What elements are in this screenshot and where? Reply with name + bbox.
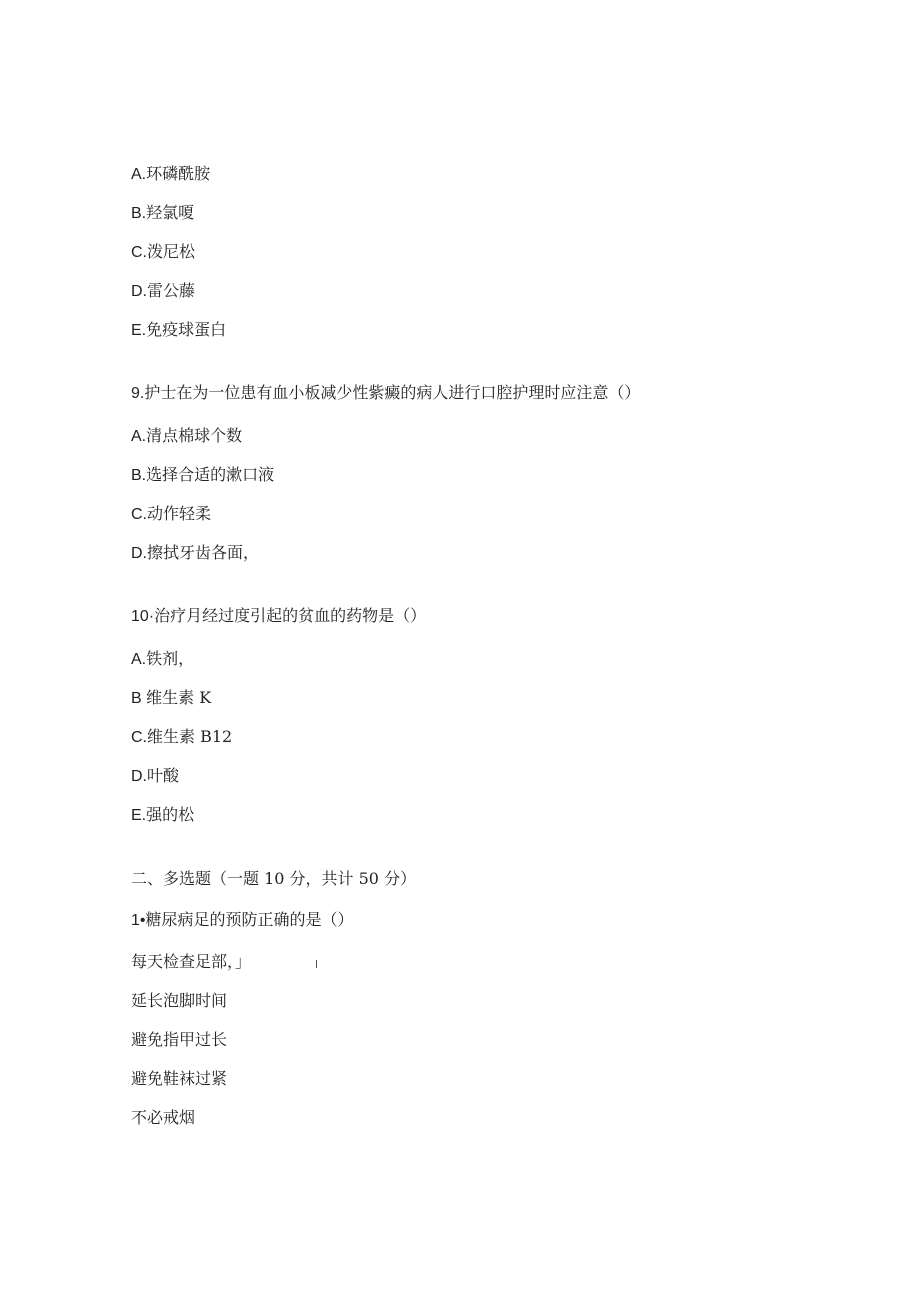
option-text: 选择合适的漱口液 bbox=[146, 465, 275, 484]
q10-option-b bbox=[131, 688, 211, 709]
option-text: 泼尼松 bbox=[147, 242, 196, 261]
option-text: 维生素 B12 bbox=[147, 727, 233, 746]
option-label: A. bbox=[131, 651, 147, 668]
option-text: 雷公藤 bbox=[147, 281, 196, 300]
q9-option-d bbox=[131, 543, 259, 564]
option-label: E. bbox=[131, 807, 147, 824]
option-text: 羟氯嗄 bbox=[146, 203, 195, 222]
option-text: 免疫球蛋白 bbox=[146, 320, 227, 339]
mq1-option-2: 延长泡脚时间 bbox=[131, 991, 228, 1010]
option-label: E. bbox=[131, 322, 147, 339]
option-label: D. bbox=[131, 283, 147, 300]
q10-option-d bbox=[131, 766, 179, 787]
question-text: 护士在为一位患有血小板减少性紫癜的病人进行口腔护理时应注意（） bbox=[144, 383, 641, 402]
option-label: A. bbox=[131, 428, 147, 445]
section-heading: 二、多选题（一题 10 分，共计 50 分） bbox=[131, 869, 417, 888]
option-label: B. bbox=[131, 205, 147, 222]
q8-option-e bbox=[131, 320, 226, 341]
question-text: 治疗月经过度引起的贫血的药物是（） bbox=[154, 606, 427, 625]
option-text: 环磷酰胺 bbox=[146, 164, 211, 183]
q8-option-c bbox=[131, 242, 195, 263]
option-label: B bbox=[131, 690, 147, 707]
option-label: A. bbox=[131, 166, 147, 183]
option-text: 清点棉球个数 bbox=[146, 426, 243, 445]
q10-option-a bbox=[131, 649, 194, 670]
mq1-option-5: 不必戒烟 bbox=[131, 1108, 196, 1127]
option-text: 叶酸 bbox=[147, 766, 180, 785]
question-number: 10· bbox=[131, 608, 155, 625]
q8-option-a bbox=[131, 164, 210, 185]
q10-question bbox=[131, 606, 426, 627]
mq1-question bbox=[131, 910, 354, 931]
q9-question bbox=[131, 383, 640, 404]
q10-option-e bbox=[131, 805, 194, 826]
option-text: 动作轻柔 bbox=[147, 504, 212, 523]
q9-option-c bbox=[131, 504, 211, 525]
option-label: D. bbox=[131, 545, 147, 562]
option-text: 擦拭牙齿各面， bbox=[147, 543, 260, 562]
mq1-option-1: 每天检查足部，」 bbox=[131, 952, 252, 971]
option-label: C. bbox=[131, 506, 147, 523]
option-label: C. bbox=[131, 244, 147, 261]
stray-mark bbox=[316, 960, 317, 968]
q9-option-a bbox=[131, 426, 242, 447]
q9-option-b bbox=[131, 465, 274, 486]
mq1-option-4: 避免鞋袜过紧 bbox=[131, 1069, 228, 1088]
q8-option-b bbox=[131, 203, 194, 224]
q8-option-d bbox=[131, 281, 195, 302]
question-number: 1• bbox=[131, 912, 146, 929]
option-text: 维生素 K bbox=[146, 688, 212, 707]
mq1-option-3: 避免指甲过长 bbox=[131, 1030, 228, 1049]
option-label: D. bbox=[131, 768, 147, 785]
question-text: 糖尿病足的预防正确的是（） bbox=[145, 910, 354, 929]
option-label: B. bbox=[131, 467, 147, 484]
option-text: 铁剂， bbox=[146, 649, 195, 668]
q10-option-c bbox=[131, 727, 232, 748]
option-text: 强的松 bbox=[146, 805, 195, 824]
question-number: 9. bbox=[131, 385, 145, 402]
option-label: C. bbox=[131, 729, 147, 746]
